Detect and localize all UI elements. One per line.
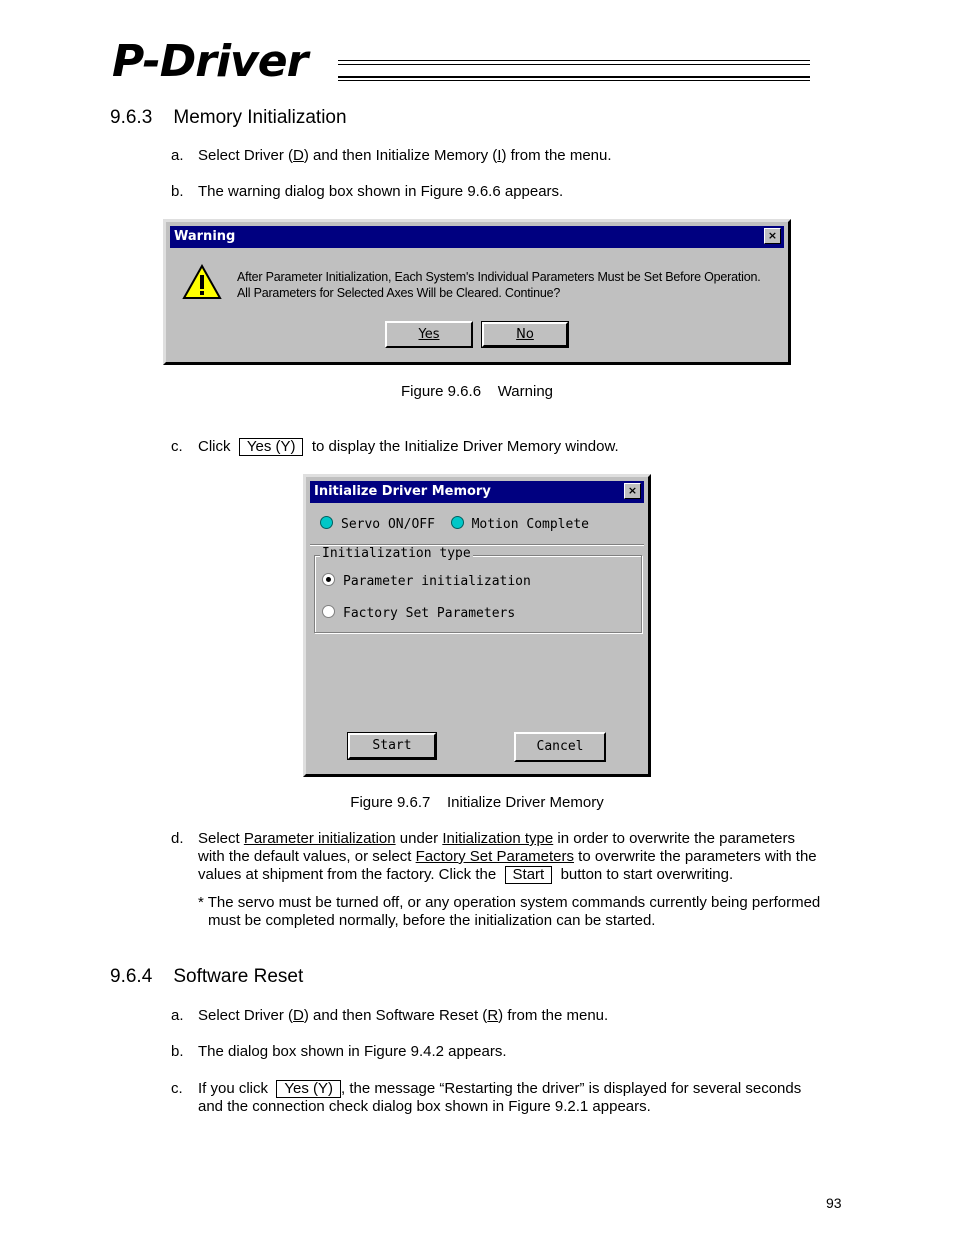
warning-icon xyxy=(182,264,222,300)
step-d-line: values at shipment from the factory. Click the Start button to start overwriting. xyxy=(198,866,734,883)
figure-caption: Figure 9.6.7 Initialize Driver Memory xyxy=(350,794,604,811)
step-d-line: Select Parameter initialization under Initialization type in order to overwrite the parameters xyxy=(198,830,795,847)
step-a-text: Select Driver (D) and then Software Reset (R) from the menu. xyxy=(198,1007,609,1024)
yes-y-button-ref: Yes (Y) xyxy=(239,438,304,456)
initialization-type-group xyxy=(314,555,642,633)
motion-complete-led-icon xyxy=(451,516,464,529)
warning-dialog xyxy=(163,219,791,365)
header-rule xyxy=(338,76,810,78)
servo-status-led-icon xyxy=(320,516,333,529)
factory-set-parameters-radio[interactable]: Factory Set Parameters xyxy=(322,605,515,621)
page-number: 93 xyxy=(826,1195,842,1211)
step-c-text: Click Yes (Y) to display the Initialize Driver Memory window. xyxy=(198,438,619,455)
warning-title-bar xyxy=(170,226,784,248)
group-label: Initialization type xyxy=(322,546,471,561)
start-button-ref: Start xyxy=(505,866,553,884)
warning-message-line: All Parameters for Selected Axes Will be Cleared. Continue? xyxy=(237,286,561,300)
warning-title: Warning xyxy=(174,229,236,244)
radio-unchecked-icon xyxy=(322,605,335,618)
step-b-text: The warning dialog box shown in Figure 9.6.6 appears. xyxy=(198,183,564,200)
step-letter: b. xyxy=(171,1043,184,1060)
note-line: must be completed normally, before the initialization can be started. xyxy=(208,912,656,929)
step-letter: a. xyxy=(171,147,184,164)
radio-checked-icon xyxy=(322,573,335,586)
section-heading-9-6-4: 9.6.4 Software Reset xyxy=(110,966,304,987)
no-button[interactable]: No xyxy=(482,322,568,347)
yes-button[interactable]: Yes xyxy=(385,321,473,348)
motion-complete-label: Motion Complete xyxy=(471,517,589,532)
step-letter: d. xyxy=(171,830,184,847)
figure-caption: Figure 9.6.6 Warning xyxy=(400,383,553,400)
step-d-line: with the default values, or select Factory Set Parameters to overwrite the parameters with the xyxy=(198,848,817,865)
step-c-text: If you click Yes (Y) , the message “Restarting the driver” is displayed for several seconds xyxy=(198,1080,802,1097)
step-letter: a. xyxy=(171,1007,184,1024)
close-icon[interactable]: × xyxy=(624,483,641,499)
p-driver-logo: P-Driver xyxy=(112,36,308,87)
section-heading-9-6-3: 9.6.3 Memory Initialization xyxy=(110,107,347,128)
close-icon[interactable]: × xyxy=(764,228,781,244)
warning-message xyxy=(237,269,761,301)
step-letter: c. xyxy=(171,1080,183,1097)
initialize-driver-memory-dialog xyxy=(303,474,651,777)
step-letter: b. xyxy=(171,183,184,200)
yes-y-button-ref: Yes (Y) xyxy=(276,1080,341,1098)
step-letter: c. xyxy=(171,438,183,455)
step-c-line2: and the connection check dialog box shown in Figure 9.2.1 appears. xyxy=(198,1098,651,1115)
init-title-bar xyxy=(310,481,644,503)
step-a-text: Select Driver (D) and then Initialize Memory (I) from the menu. xyxy=(198,147,612,164)
header-rule xyxy=(338,60,810,61)
init-title: Initialize Driver Memory xyxy=(314,484,491,499)
header-rule xyxy=(338,80,810,81)
start-button[interactable]: Start xyxy=(348,733,436,759)
step-b-text: The dialog box shown in Figure 9.4.2 appears. xyxy=(198,1043,507,1060)
note-line: * The servo must be turned off, or any operation system commands currently being performed xyxy=(198,894,821,911)
parameter-initialization-radio[interactable]: Parameter initialization xyxy=(322,573,531,589)
cancel-button[interactable]: Cancel xyxy=(514,732,606,762)
servo-status-label: Servo ON/OFF xyxy=(341,517,435,532)
status-row xyxy=(320,516,589,532)
header-rule xyxy=(338,64,810,65)
warning-message-line: After Parameter Initialization, Each System's Individual Parameters Must be Set Before Operation. xyxy=(237,270,761,284)
